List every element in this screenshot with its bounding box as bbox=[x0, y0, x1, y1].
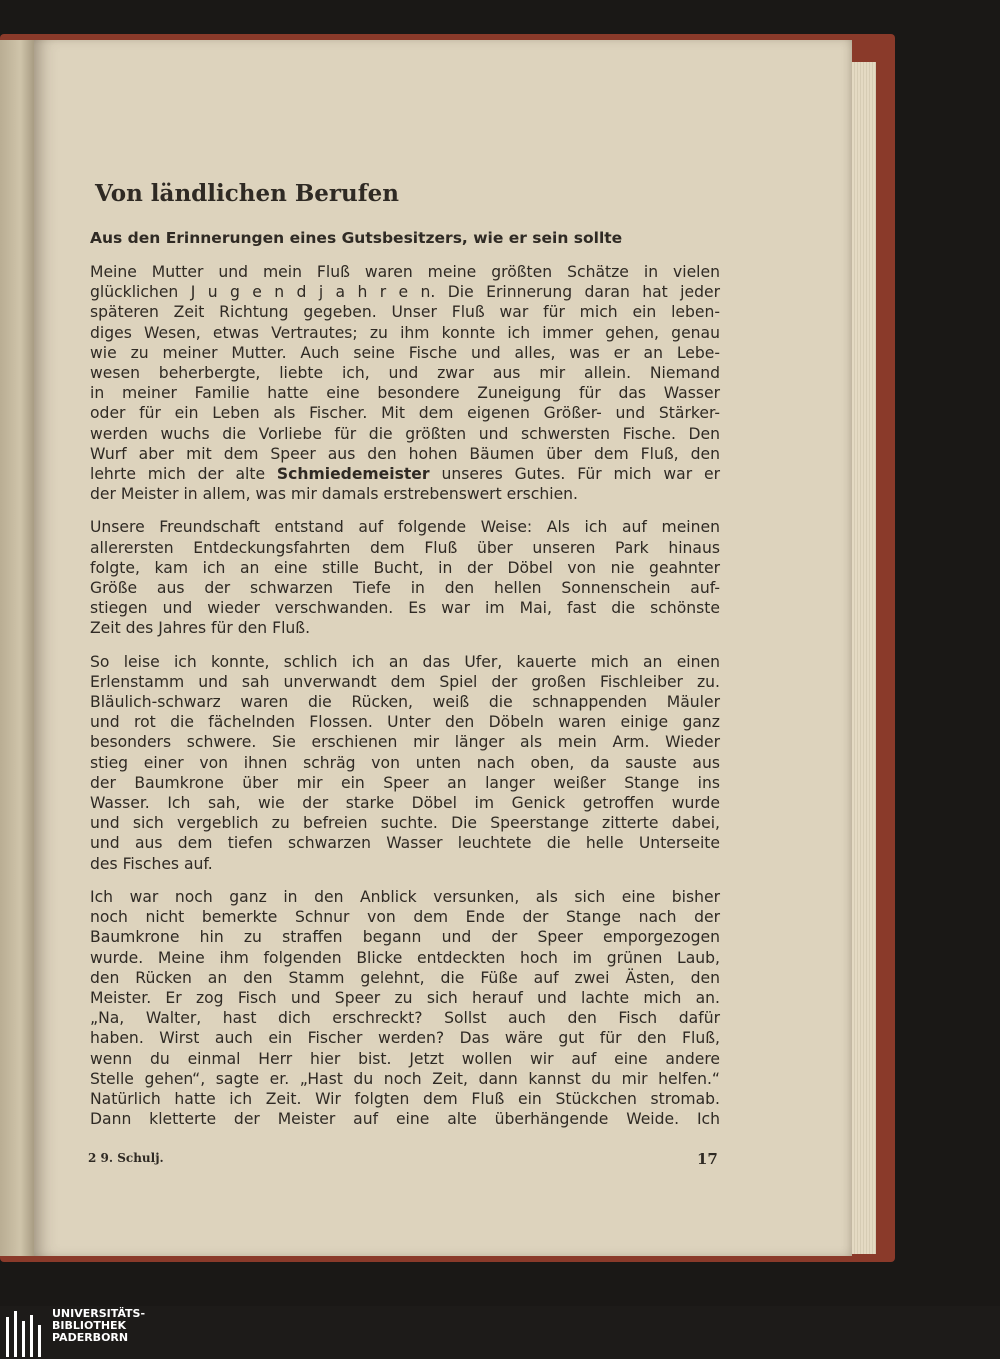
text-line: stieg einer von ihnen schräg von unten nach oben, da sauste aus bbox=[90, 753, 720, 772]
text-line: noch nicht bemerkte Schnur von dem Ende der Stange nach der bbox=[90, 908, 720, 927]
library-logo-line: BIBLIOTHEK bbox=[52, 1319, 127, 1332]
text-line: „Na, Walter, hast dich erschreckt? Sollst auch den Fisch dafür bbox=[90, 1009, 720, 1028]
library-logo-icon bbox=[6, 1311, 46, 1357]
text-line: besonders schwere. Sie erschienen mir länger als mein Arm. Wieder bbox=[90, 733, 720, 752]
text-line: wurde. Meine ihm folgenden Blicke entdeckten hoch im grünen Laub, bbox=[90, 948, 720, 967]
text-line: Stelle gehen“, sagte er. „Hast du noch Zeit, dann kannst du mir helfen.“ bbox=[90, 1069, 720, 1088]
text-line: späteren Zeit Richtung gegeben. Unser Fluß war für mich ein leben- bbox=[90, 303, 720, 322]
text-line: Dann kletterte der Meister auf eine alte überhängende Weide. Ich bbox=[90, 1110, 720, 1129]
text-line: Größe aus der schwarzen Tiefe in den hellen Sonnenschein auf- bbox=[90, 579, 720, 598]
text-line: der Baumkrone über mir ein Speer an langer weißer Stange ins bbox=[90, 773, 720, 792]
text-line: Bläulich-schwarz waren die Rücken, weiß die schnappenden Mäuler bbox=[90, 693, 720, 712]
library-banner bbox=[0, 1306, 1000, 1359]
text-line: und rot die fächelnden Flossen. Unter den Döbeln waren einige ganz bbox=[90, 713, 720, 732]
text-line: wesen beherbergte, liebte ich, und zwar aus mir allein. Niemand bbox=[90, 364, 720, 383]
text-line: den Rücken an den Stamm gelehnt, die Füße auf zwei Ästen, den bbox=[90, 968, 720, 987]
library-logo-line: PADERBORN bbox=[52, 1331, 129, 1344]
signature-mark: 2 9. Schulj. bbox=[88, 1151, 164, 1165]
text-line: stiegen und wieder verschwanden. Es war im Mai, fast die schönste bbox=[90, 599, 720, 618]
text-line: oder für ein Leben als Fischer. Mit dem eigenen Größer- und Stärker- bbox=[90, 404, 720, 423]
text-line: Wurf aber mit dem Speer aus den hohen Bäumen über dem Fluß, den bbox=[90, 444, 720, 463]
text-line: Meine Mutter und mein Fluß waren meine größten Schätze in vielen bbox=[90, 263, 720, 281]
text-line: der Meister in allem, was mir damals erstrebenswert erschien. bbox=[90, 485, 579, 504]
paragraph-3 bbox=[90, 652, 720, 874]
left-page-edge bbox=[0, 40, 34, 1256]
text-line: allerersten Entdeckungsfahrten dem Fluß über unseren Park hinaus bbox=[90, 538, 720, 557]
text-line: So leise ich konnte, schlich ich an das Ufer, kauerte mich an einen bbox=[90, 652, 720, 671]
library-logo-line: UNIVERSITÄTS- bbox=[52, 1307, 146, 1320]
text-line: in meiner Familie hatte eine besondere Zuneigung für das Wasser bbox=[90, 384, 720, 403]
text-line: haben. Wirst auch ein Fischer werden? Das wäre gut für den Fluß, bbox=[90, 1029, 720, 1048]
chapter-subtitle: Aus den Erinnerungen eines Gutsbesitzers, wie er sein sollte bbox=[90, 229, 623, 247]
paragraph-4 bbox=[90, 887, 720, 1129]
chapter-title: Von ländlichen Berufen bbox=[95, 180, 399, 207]
text-line: Zeit des Jahres für den Fluß. bbox=[90, 619, 311, 638]
text-line: Natürlich hatte ich Zeit. Wir folgten dem Fluß ein Stückchen stromab. bbox=[90, 1089, 720, 1108]
bold-term: Schmiedemeister bbox=[276, 465, 430, 484]
text-line: Ich war noch ganz in den Anblick versunken, als sich eine bisher bbox=[90, 887, 720, 906]
body-text bbox=[90, 262, 720, 1142]
text-line: und aus dem tiefen schwarzen Wasser leuchtete die helle Unterseite bbox=[90, 834, 720, 853]
text-line: lehrte mich der alte Schmiedemeister unseres Gutes. Für mich war er bbox=[90, 465, 720, 484]
text-line: glücklichen J u g e n d j a h r e n. Die Erinnerung daran hat jeder bbox=[90, 283, 720, 302]
text-line: folgte, kam ich an eine stille Bucht, in der Döbel von nie geahnter bbox=[90, 558, 720, 577]
page-stack-edge bbox=[852, 62, 876, 1254]
text-line: wenn du einmal Herr hier bist. Jetzt wollen wir auf eine andere bbox=[90, 1049, 720, 1068]
text-line: Baumkrone hin zu straffen begann und der Speer emporgezogen bbox=[90, 928, 720, 947]
text-line: Meister. Er zog Fisch und Speer zu sich herauf und lachte mich an. bbox=[90, 988, 720, 1007]
text-line: werden wuchs die Vorliebe für die größten und schwersten Fische. Den bbox=[90, 424, 720, 443]
text-line: Erlenstamm und sah unverwandt dem Spiel der großen Fischleiber zu. bbox=[90, 672, 720, 691]
paragraph-2 bbox=[90, 517, 720, 638]
page-number: 17 bbox=[697, 1150, 718, 1168]
text-line: wie zu meiner Mutter. Auch seine Fische und alles, was er an Lebe- bbox=[90, 343, 720, 362]
text-line: diges Wesen, etwas Vertrautes; zu ihm konnte ich immer gehen, genau bbox=[90, 323, 720, 342]
library-logo-text bbox=[52, 1308, 145, 1344]
text-line: des Fisches auf. bbox=[90, 854, 213, 873]
text-line: Unsere Freundschaft entstand auf folgende Weise: Als ich auf meinen bbox=[90, 518, 720, 537]
text-line: und sich vergeblich zu befreien suchte. Die Speerstange zitterte dabei, bbox=[90, 814, 720, 833]
text-line: Wasser. Ich sah, wie der starke Döbel im Genick getroffen wurde bbox=[90, 794, 720, 813]
paragraph-1 bbox=[90, 262, 720, 504]
